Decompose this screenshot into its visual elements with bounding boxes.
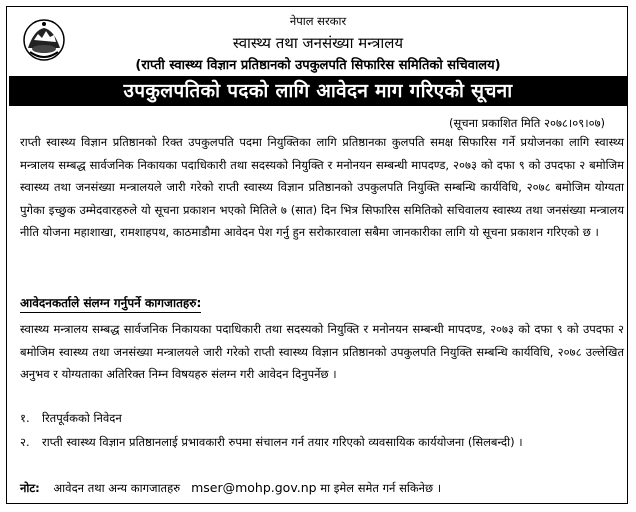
government-name: नेपाल सरकार	[289, 14, 347, 28]
list-item-number: २.	[20, 435, 30, 449]
publication-date: (सूचना प्रकाशित मिति २०७८।०९।०७)	[449, 116, 606, 130]
list-item-text: राप्ती स्वास्थ्य विज्ञान प्रतिष्ठानलाई प्रभावकारी रुपमा संचालन गर्न तयार गरिएको व्यवसायिक कार्ययोजना (सिलबन्दी) ।	[42, 435, 523, 449]
notice-title-banner: उपकुलपतिको पदको लागि आवेदन माग गरिएको सूचना	[9, 76, 627, 106]
note-line	[20, 480, 441, 496]
committee-name: (राप्ती स्वास्थ्य विज्ञान प्रतिष्ठानको उपकुलपति सिफारिस समितिको सचिवालय)	[135, 58, 501, 73]
ministry-name: स्वास्थ्य तथा जनसंख्या मन्त्रालय	[232, 34, 404, 52]
note-text-before: आवेदन तथा अन्य कागजातहरु	[53, 481, 181, 495]
note-label: नोट:	[20, 481, 40, 495]
list-item	[20, 433, 602, 452]
section-heading: आवेदनकर्ताले संलग्न गर्नुपर्ने कागजातहरु:	[20, 294, 201, 313]
note-text-after: मा इमेल समेत गर्न सकिनेछ ।	[320, 481, 442, 495]
notice-paragraph-1: राप्ती स्वास्थ्य विज्ञान प्रतिष्ठानको रिक्त उपकुलपति पदमा नियुक्तिका लागि प्रतिष्ठानका कुलपति समक्ष सिफारिस गर्ने प्रयोजनका लागि स्वास्थ्य मन्त्रालय सम्बद्ध सार्वजनिक निकायका पदाधिकारी तथा सदस्यको नियुक्ति र मनोनयन सम्बन्धी मापदण्ड, २०७३ को दफा ९ को उपदफा २ बमोजिम स्वास्थ्य तथा जनसंख्या मन्त्रालयले जारी गरेको राप्ती स्वास्थ्य विज्ञान प्रतिष्ठानको उपकुलपति नियुक्ति सम्बन्धि कार्यविधि, २०७८ बमोजिम योग्यता पुगेका इच्छुक उम्मेदवारहरुले यो सूचना प्रकाशन भएको मितिले ७ (सात) दिन भित्र सिफारिस समितिको सचिवालय स्वास्थ्य तथा जनसंख्या मन्त्रालय नीति योजना महाशाखा, रामशाहपथ, काठमाडौमा आवेदन पेश गर्नु हुन सरोकारवाला सबैमा जानकारीका लागि यो सूचना प्रकाशन गरिएको छ ।	[20, 135, 624, 239]
notice-paragraph-2: स्वास्थ्य मन्त्रालय सम्बद्ध सार्वजनिक निकायका पदाधिकारी तथा सदस्यको नियुक्ति र मनोनयन सम्बन्धी मापदण्ड, २०७३ को दफा ९ को उपदफा २ बमोजिम स्वास्थ्य तथा जनसंख्या मन्त्रालयले जारी गरेको राप्ती स्वास्थ्य विज्ञान प्रतिष्ठानको उपकुलपति नियुक्ति सम्बन्धि कार्यविधि, २०७८ उल्लेखित अनुभव र योग्यताका अतिरिक्त निम्न विषयहरु संलग्न गरी आवेदन दिनुपर्नेछ ।	[20, 322, 624, 381]
list-item-text: रितपूर्वकको निवेदन	[42, 411, 122, 425]
list-item	[20, 409, 122, 428]
list-item-number: १.	[20, 411, 30, 425]
email-link[interactable]: mser@mohp.gov.np	[191, 480, 317, 495]
